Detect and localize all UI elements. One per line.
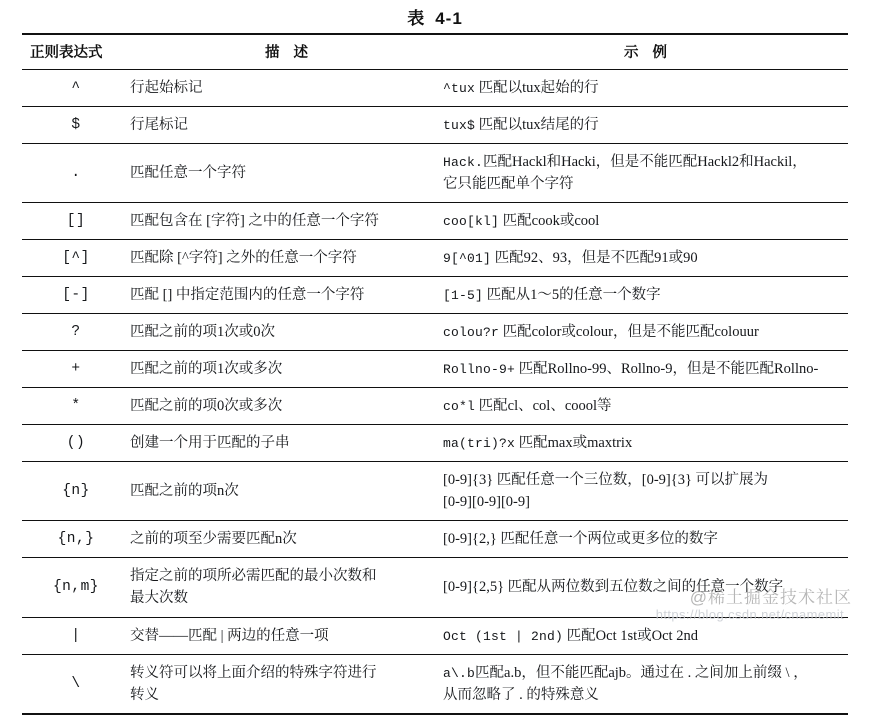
description-line: 匹配除 [^字符] 之外的任意一个字符 [130,250,357,267]
example-code: ^tux [443,81,476,96]
table-header-row [22,34,848,70]
table-row [22,144,848,203]
watermark-url: https://blog.csdn.net/cnamemit [655,607,844,622]
cell-regex-symbol: ? [22,314,130,351]
cell-example [443,203,848,240]
description-line: 匹配之前的项1次或多次 [130,361,283,378]
cell-example [443,425,848,462]
table-row [22,277,848,314]
description-line: 交替——匹配 | 两边的任意一项 [130,627,329,644]
cell-example [443,107,848,144]
example-line: 9[^01] 匹配92、93，但是不匹配91或90 [443,250,698,267]
example-line: ma(tri)?x 匹配max或maxtrix [443,435,633,452]
cell-regex-symbol: | [22,617,130,654]
example-code: a\.b [443,665,476,681]
example-line: Hack.匹配Hackl和Hacki，但是不能匹配Hackl2和Hackil， [443,154,807,171]
description-line: 匹配包含在 [字符] 之中的任意一个字符 [130,213,379,230]
example-line: Rollno-9+ 匹配Rollno-99、Rollno-9，但是不能匹配Rollno- [443,361,819,378]
cell-regex-symbol: ^ [22,70,130,107]
cell-regex-symbol: \ [22,654,130,714]
example-code: tux$ [443,118,476,134]
cell-description [130,144,443,203]
example-code: colou?r [443,325,500,341]
example-line: [0-9][0-9][0-9] [443,494,530,511]
example-line: a\.b匹配a.b，但不能匹配ajb。通过在 . 之间加上前缀 \ ， [443,664,808,681]
column-header-example [443,34,848,70]
example-code: 9[^01] [443,251,492,267]
table-row [22,388,848,425]
column-header-description-a: 描 [265,45,280,61]
caption-label: 表 [407,9,426,28]
description-line: 匹配之前的项0次或多次 [130,398,283,415]
cell-regex-symbol: $ [22,107,130,144]
table-row [22,425,848,462]
cell-example [443,617,848,654]
cell-example [443,654,848,714]
example-line: [0-9]{2,5} 匹配从两位数到五位数之间的任意一个数字 [443,579,784,596]
cell-example [443,521,848,558]
table-row [22,617,848,654]
column-header-description-b: 述 [293,45,308,61]
cell-example [443,277,848,314]
example-code: Rollno-9+ [443,362,516,378]
cell-description [130,462,443,521]
description-line: 匹配之前的项1次或0次 [130,324,275,341]
example-code: coo[kl] [443,214,500,230]
cell-description [130,425,443,462]
cell-regex-symbol: () [22,425,130,462]
example-line: Oct (1st | 2nd) 匹配Oct 1st或Oct 2nd [443,627,698,644]
cell-example [443,70,848,107]
description-line: 转义符可以将上面介绍的特殊字符进行 [130,664,377,681]
column-header-example-a: 示 [624,45,639,61]
table-row [22,203,848,240]
example-line: 它只能匹配单个字符 [443,176,574,193]
cell-regex-symbol: * [22,388,130,425]
description-line: 行起始标记 [130,80,203,96]
example-line: colou?r 匹配color或colour，但是不能匹配colouur [443,324,759,341]
description-line: 指定之前的项所必需匹配的最小次数和 [130,568,377,585]
caption-number: 4-1 [435,9,463,28]
cell-regex-symbol: [] [22,203,130,240]
cell-description [130,70,443,107]
column-header-example-b: 例 [652,45,667,61]
cell-description [130,558,443,617]
cell-description [130,107,443,144]
example-code: [1-5] [443,288,484,304]
example-code: co*l [443,399,476,415]
regex-table-wrapper [22,33,848,715]
cell-regex-symbol: [^] [22,240,130,277]
table-body [22,70,848,714]
column-header-description [130,34,443,70]
cell-example [443,558,848,617]
column-header-regex: 正则表达式 [22,34,130,70]
table-row [22,107,848,144]
table-row [22,70,848,107]
cell-example [443,240,848,277]
example-code: Oct (1st | 2nd) [443,628,564,644]
table-row [22,558,848,617]
description-line: 匹配之前的项n次 [130,483,239,500]
description-line: 行尾标记 [130,117,188,134]
cell-regex-symbol: {n} [22,462,130,521]
table-row [22,351,848,388]
cell-description [130,203,443,240]
cell-regex-symbol: + [22,351,130,388]
watermark-brand: @稀土掘金技术社区 [689,588,852,607]
cell-regex-symbol: . [22,144,130,203]
table-row [22,240,848,277]
cell-regex-symbol: [-] [22,277,130,314]
example-line: co*l 匹配cl、col、coool等 [443,398,612,415]
example-line: ^tux 匹配以tux起始的行 [443,80,599,96]
cell-description [130,240,443,277]
table-row [22,314,848,351]
table-caption [0,4,870,29]
regex-table [22,33,848,715]
cell-example [443,314,848,351]
cell-example [443,351,848,388]
cell-description [130,521,443,558]
table-header [22,34,848,70]
cell-example [443,144,848,203]
cell-example [443,388,848,425]
cell-regex-symbol: {n,m} [22,558,130,617]
example-code: ma(tri)?x [443,436,516,452]
cell-regex-symbol: {n,} [22,521,130,558]
description-line: 最大次数 [130,590,188,607]
example-line: [1-5] 匹配从1～5的任意一个数字 [443,287,661,304]
cell-example [443,462,848,521]
table-row [22,462,848,521]
description-line: 创建一个用于匹配的子串 [130,435,290,452]
description-line: 之前的项至少需要匹配n次 [130,531,297,548]
example-code: Hack. [443,155,484,171]
cell-description [130,351,443,388]
cell-description [130,388,443,425]
cell-description [130,654,443,714]
cell-description [130,617,443,654]
description-line: 匹配 [] 中指定范围内的任意一个字符 [130,287,365,304]
table-row [22,521,848,558]
description-line: 匹配任意一个字符 [130,165,246,182]
example-line: coo[kl] 匹配cook或cool [443,213,600,230]
example-line: 从而忽略了 . 的特殊意义 [443,686,599,703]
cell-description [130,314,443,351]
example-line: tux$ 匹配以tux结尾的行 [443,117,599,134]
description-line: 转义 [130,686,159,703]
example-line: [0-9]{2,} 匹配任意一个两位或更多位的数字 [443,531,718,548]
table-row [22,654,848,714]
cell-description [130,277,443,314]
example-line: [0-9]{3} 匹配任意一个三位数，[0-9]{3} 可以扩展为 [443,472,769,489]
